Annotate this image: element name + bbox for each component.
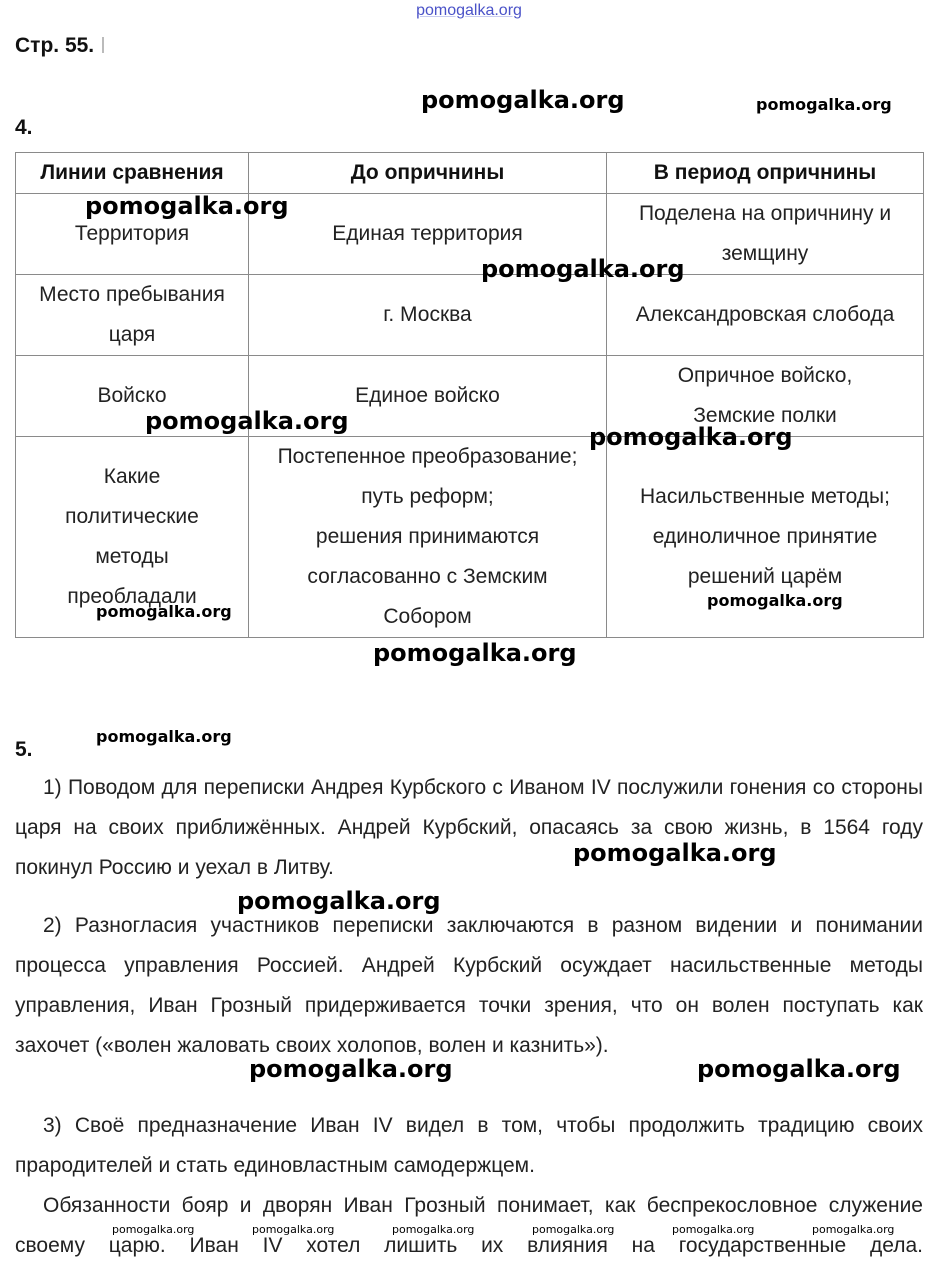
watermark: pomogalka.org xyxy=(697,1055,901,1083)
page-title xyxy=(15,34,104,58)
cell-text: царя xyxy=(108,323,156,346)
cell-text: Земские полки xyxy=(693,404,837,427)
cell-text: единоличное принятие xyxy=(652,525,878,548)
watermark: pomogalka.org xyxy=(812,1223,895,1236)
watermark: pomogalka.org xyxy=(96,602,232,621)
column-header: Линии сравнения xyxy=(16,153,249,194)
watermark: pomogalka.org xyxy=(756,95,892,114)
watermark: pomogalka.org xyxy=(373,639,577,667)
watermark: pomogalka.org xyxy=(252,1223,335,1236)
column-header: В период опричнины xyxy=(607,153,924,194)
cell-text: Александровская слобода xyxy=(635,303,895,326)
cell-text: политические xyxy=(65,505,199,528)
watermark: pomogalka.org xyxy=(249,1055,453,1083)
cell-text: согласованно с Земским xyxy=(307,565,548,588)
cell-text: земщину xyxy=(721,242,809,265)
cell-text: путь реформ; xyxy=(361,485,494,508)
cell-text: Какие xyxy=(103,465,161,488)
cell-text: Территория xyxy=(74,222,190,245)
watermark: pomogalka.org xyxy=(112,1223,195,1236)
cell-text: Единое войско xyxy=(355,384,500,407)
watermark: pomogalka.org xyxy=(392,1223,475,1236)
paragraph: 3) Своё предназначение Иван IV видел в том, чтобы продолжить традицию своих прародителей и стать единовластным самодержцем. xyxy=(15,1114,923,1177)
table-cell-before xyxy=(249,275,607,356)
cell-text: Опричное войско, xyxy=(677,364,853,387)
watermark: pomogalka.org xyxy=(532,1223,615,1236)
comparison-table xyxy=(15,152,924,638)
cell-text: Место пребывания xyxy=(39,283,225,306)
site-url[interactable]: pomogalka.org xyxy=(416,2,522,19)
watermark: pomogalka.org xyxy=(145,407,349,435)
page-title-text: Стр. 55. xyxy=(15,34,95,57)
cursor-mark xyxy=(102,37,104,53)
table-cell-line xyxy=(16,275,249,356)
watermark: pomogalka.org xyxy=(237,887,441,915)
paragraph: 1) Поводом для переписки Андрея Курбского с Иваном IV послужили гонения со стороны царя на своих приближённых. Андрей Курбский, опасаясь за свою жизнь, в 1564 году покинул Россию и уехал в Литву. xyxy=(15,776,923,879)
table-header-row xyxy=(16,153,924,194)
cell-text: Поделена на опричнину и xyxy=(638,202,892,225)
cell-text: г. Москва xyxy=(383,303,472,326)
column-header: До опричнины xyxy=(249,153,607,194)
watermark: pomogalka.org xyxy=(589,423,793,451)
task-4-number: 4. xyxy=(15,116,33,139)
watermark: pomogalka.org xyxy=(481,255,685,283)
watermark: pomogalka.org xyxy=(421,86,625,114)
cell-text: решений царём xyxy=(687,565,843,588)
cell-text: Насильственные методы; xyxy=(640,485,890,508)
cell-text: решения принимаются xyxy=(315,525,540,548)
watermark: pomogalka.org xyxy=(85,192,289,220)
cell-text: Войско xyxy=(97,384,167,407)
watermark: pomogalka.org xyxy=(707,591,843,610)
table-cell-before xyxy=(249,437,607,638)
table-cell-during xyxy=(607,275,924,356)
cell-text: Единая территория xyxy=(332,222,523,245)
cell-text: Постепенное преобразование; xyxy=(277,445,578,468)
watermark: pomogalka.org xyxy=(96,727,232,746)
paragraph: 2) Разногласия участников переписки заключаются в разном видении и понимании процесса управления Россией. Андрей Курбский осуждает насильственные методы управления, Иван Грозный придерживается точки зрения, что он волен поступать как захочет («волен жаловать своих холопов, волен и казнить»). xyxy=(15,914,923,1057)
paragraph: Обязанности бояр и дворян Иван Грозный понимает, как беспрекословное служение своему царю. Иван IV хотел лишить их влияния на государственные дела. xyxy=(15,1194,923,1257)
cell-text: преобладали xyxy=(67,585,197,608)
table-row xyxy=(16,275,924,356)
cell-text: методы xyxy=(95,545,169,568)
cell-text: Собором xyxy=(383,605,472,628)
watermark: pomogalka.org xyxy=(573,839,777,867)
watermark: pomogalka.org xyxy=(672,1223,755,1236)
task-5-number: 5. xyxy=(15,738,33,761)
